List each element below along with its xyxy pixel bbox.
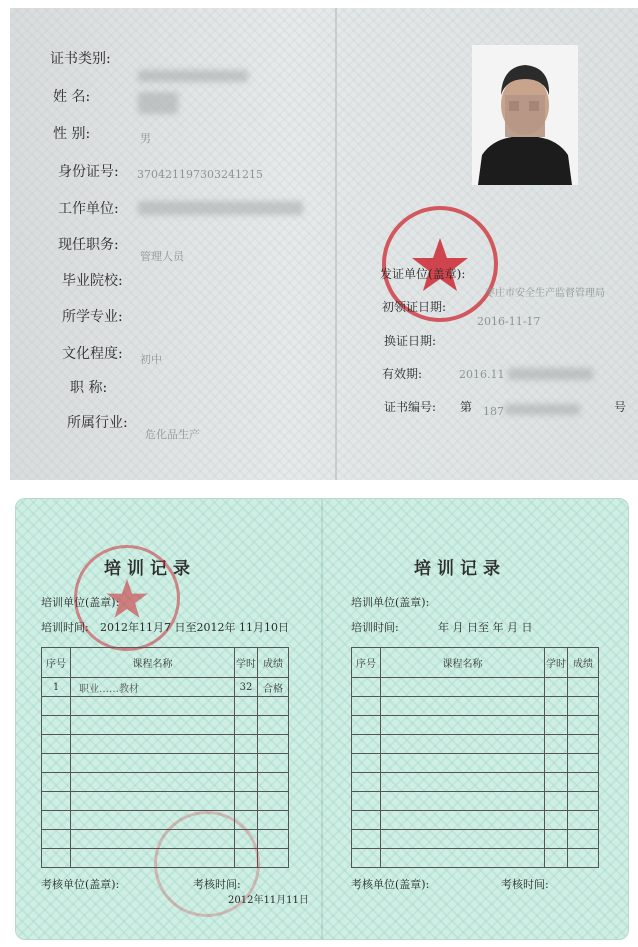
table-row <box>352 716 599 735</box>
exam-unit-label-left: 考核单位(盖章): <box>41 878 120 891</box>
table-row <box>352 830 599 849</box>
col-grade-header: 成绩 <box>258 648 289 678</box>
name-label: 姓 名: <box>53 89 91 105</box>
col-hours-header: 学时 <box>545 648 568 678</box>
position-label: 现任职务: <box>58 237 119 253</box>
first-issue-value: 2016-11-17 <box>477 315 541 328</box>
training-time-label-left: 培训时间: <box>41 621 89 634</box>
certificate-info-spread <box>10 8 638 480</box>
table-row <box>42 773 289 792</box>
education-label: 文化程度: <box>62 346 123 362</box>
cert-number-suffix: 号 <box>614 400 627 414</box>
training-time-value-left: 2012年11月7 日至2012年 11月10日 <box>100 621 289 634</box>
redacted-name <box>138 92 178 114</box>
training-unit-label-right: 培训单位(盖章): <box>351 596 430 609</box>
gender-label: 性 别: <box>53 126 91 142</box>
table-row <box>352 849 599 868</box>
title-label: 职 称: <box>70 380 108 396</box>
training-table-right <box>351 647 599 868</box>
redacted-valid-period <box>508 368 593 380</box>
page-fold <box>321 499 323 939</box>
table-row: 1 职业……教材 32 合格 <box>42 678 289 697</box>
table-row <box>352 811 599 830</box>
position-value: 管理人员 <box>140 250 184 263</box>
valid-period-label: 有效期: <box>382 367 423 381</box>
col-course-header: 课程名称 <box>381 648 545 678</box>
table-row <box>42 811 289 830</box>
major-label: 所学专业: <box>62 309 123 325</box>
cert-number-label: 证书编号: <box>384 400 437 414</box>
issuer-value: 枣庄市安全生产监督管理局 <box>485 288 605 299</box>
id-number-label: 身份证号: <box>58 164 119 180</box>
training-title-left: 培训记录 <box>104 559 196 579</box>
training-time-value-right: 年 月 日至 年 月 日 <box>438 621 533 634</box>
training-record-spread <box>15 498 629 940</box>
first-issue-label: 初领证日期: <box>382 300 447 314</box>
training-unit-label-left: 培训单位(盖章): <box>41 596 120 609</box>
star-icon <box>410 234 470 294</box>
table-row <box>352 697 599 716</box>
redacted-cert-type <box>138 70 248 82</box>
cert-type-label: 证书类别: <box>50 51 111 67</box>
col-course-header: 课程名称 <box>71 648 235 678</box>
exam-unit-label-right: 考核单位(盖章): <box>351 878 430 891</box>
gender-value: 男 <box>140 132 151 145</box>
table-row <box>352 792 599 811</box>
education-value: 初中 <box>140 353 162 366</box>
table-row <box>42 735 289 754</box>
redacted-cert-number <box>505 404 580 415</box>
table-row <box>352 773 599 792</box>
col-hours-header: 学时 <box>235 648 258 678</box>
training-time-label-right: 培训时间: <box>351 621 399 634</box>
table-row <box>42 754 289 773</box>
industry-label: 所属行业: <box>67 415 128 431</box>
page-fold <box>335 8 337 480</box>
id-number-value: 370421197303241215 <box>137 168 263 181</box>
training-title-right: 培训记录 <box>414 559 506 579</box>
col-seq-header: 序号 <box>42 648 71 678</box>
person-photo-icon <box>472 45 578 185</box>
col-grade-header: 成绩 <box>568 648 599 678</box>
table-row <box>352 754 599 773</box>
school-label: 毕业院校: <box>62 273 123 289</box>
table-row <box>352 678 599 697</box>
table-row <box>42 697 289 716</box>
issuer-label: 发证单位(盖章): <box>380 267 466 281</box>
valid-period-value: 2016.11 <box>459 368 505 381</box>
exam-time-label-left: 考核时间: <box>193 878 241 891</box>
cert-number-value: 187 <box>483 405 504 418</box>
exam-time-label-right: 考核时间: <box>501 878 549 891</box>
id-photo <box>472 45 578 185</box>
industry-value: 危化品生产 <box>145 428 200 441</box>
table-row <box>42 792 289 811</box>
cert-number-prefix: 第 <box>460 400 473 414</box>
col-seq-header: 序号 <box>352 648 381 678</box>
exam-time-value-left: 2012年11月11日 <box>228 895 309 906</box>
table-row <box>42 716 289 735</box>
renew-date-label: 换证日期: <box>384 334 437 348</box>
workplace-label: 工作单位: <box>58 201 119 217</box>
redacted-workplace <box>138 201 303 215</box>
table-row <box>352 735 599 754</box>
